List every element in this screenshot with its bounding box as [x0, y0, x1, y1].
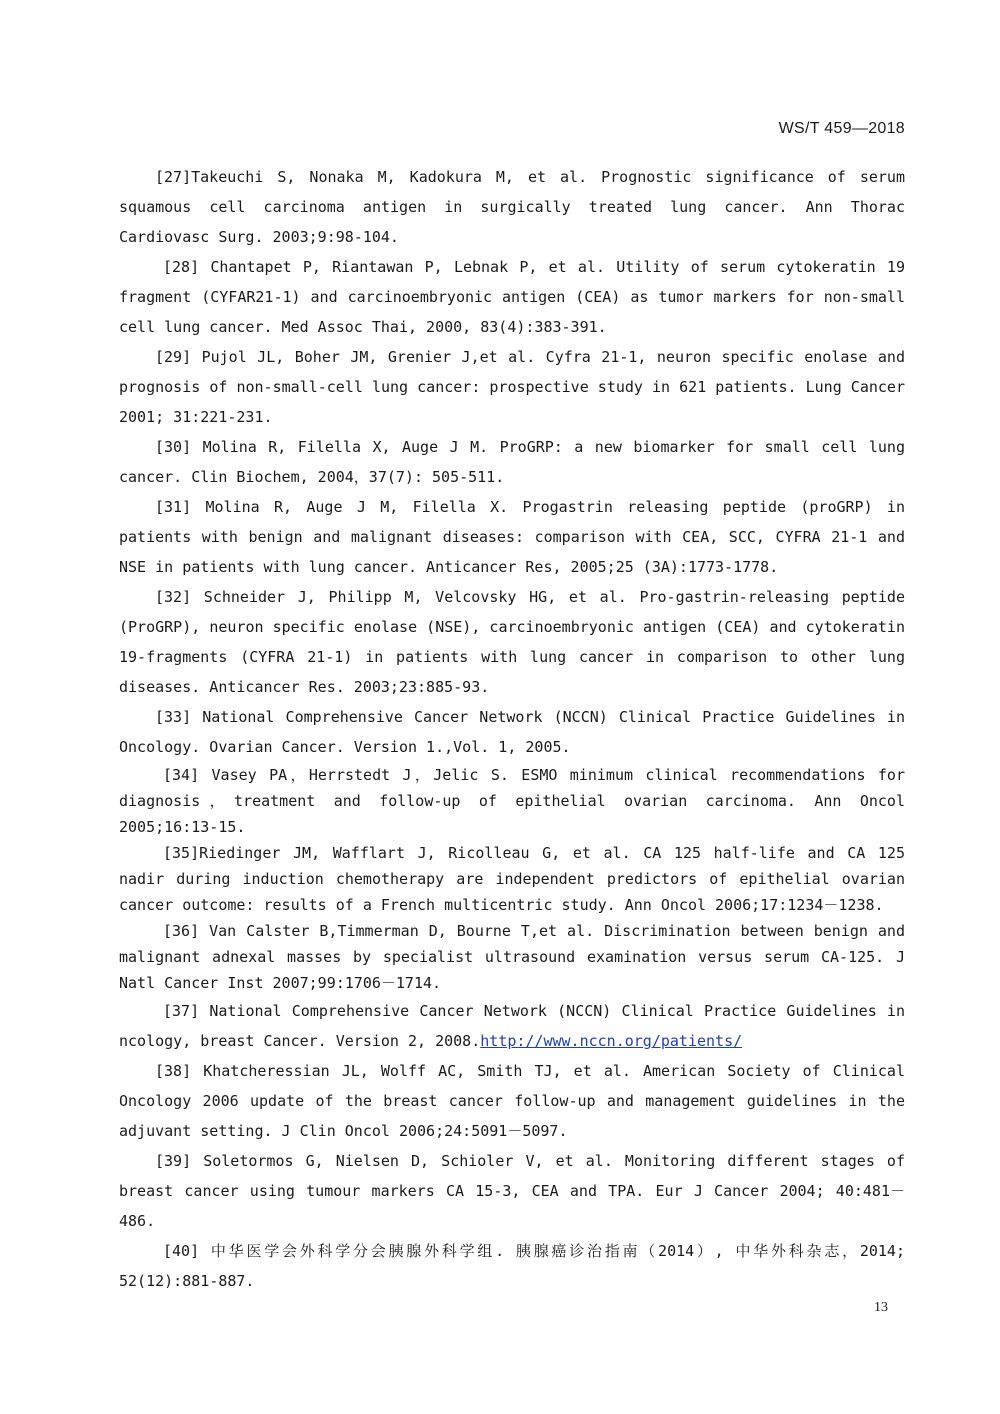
reference-37-text: [37] National Comprehensive Cancer Network (NCCN) Clinical Practice Guidelines in ncology, breast Cancer. Version 2, 2008.	[119, 1002, 905, 1050]
standard-code-header: WS/T 459—2018	[778, 120, 905, 137]
reference-38: [38] Khatcheressian JL, Wolff AC, Smith TJ, et al. American Society of Clinical Oncology 2006 update of the breast cancer follow-up and management guidelines in the adjuvant setting. J Clin Oncol 2006;24:5091－5097.	[119, 1062, 905, 1140]
reference-29: [29] Pujol JL, Boher JM, Grenier J,et al. Cyfra 21-1, neuron specific enolase and prognosis of non-small-cell lung cancer: prospective study in 621 patients. Lung Cancer 2001; 31:221-231.	[119, 348, 905, 426]
reference-30: [30] Molina R, Filella X, Auge J M. ProGRP: a new biomarker for small cell lung cancer. Clin Biochem, 2004，37(7): 505-511.	[119, 438, 905, 486]
reference-40: [40] 中华医学会外科学分会胰腺外科学组. 胰腺癌诊治指南（2014）, 中华外科杂志，2014; 52(12):881-887.	[119, 1242, 905, 1290]
reference-31: [31] Molina R, Auge J M, Filella X. Progastrin releasing peptide (proGRP) in patients with benign and malignant diseases: comparison with CEA, SCC, CYFRA 21-1 and NSE in patients with lung cancer. Anticancer Res, 2005;25 (3A):1773-1778.	[119, 498, 905, 576]
reference-27: [27]Takeuchi S, Nonaka M, Kadokura M, et al. Prognostic significance of serum squamous cell carcinoma antigen in surgically treated lung cancer. Ann Thorac Cardiovasc Surg. 2003;9:98-104.	[119, 168, 905, 246]
reference-32: [32] Schneider J, Philipp M, Velcovsky HG, et al. Pro-gastrin-releasing peptide (ProGRP), neuron specific enolase (NSE), carcinoembryonic antigen (CEA) and cytokeratin 19-fragments (CYFRA 21-1) in patients with lung cancer in comparison to other lung diseases. Anticancer Res. 2003;23:885-93.	[119, 588, 905, 696]
nccn-patients-link[interactable]: http://www.nccn.org/patients/	[480, 1032, 743, 1050]
reference-35: [35]Riedinger JM, Wafflart J, Ricolleau G, et al. CA 125 half-life and CA 125 nadir during induction chemotherapy are independent predictors of epithelial ovarian cancer outcome: results of a French multicentric study. Ann Oncol 2006;17:1234－1238.	[119, 844, 905, 914]
reference-37	[119, 996, 905, 1056]
reference-28: [28] Chantapet P, Riantawan P, Lebnak P, et al. Utility of serum cytokeratin 19 fragment (CYFAR21-1) and carcinoembryonic antigen (CEA) as tumor markers for non-small cell lung cancer. Med Assoc Thai, 2000, 83(4):383-391.	[119, 258, 905, 336]
reference-39: [39] Soletormos G, Nielsen D, Schioler V, et al. Monitoring different stages of breast cancer using tumour markers CA 15-3, CEA and TPA. Eur J Cancer 2004; 40:481－486.	[119, 1152, 905, 1230]
reference-36: [36] Van Calster B,Timmerman D, Bourne T,et al. Discrimination between benign and malignant adnexal masses by specialist ultrasound examination versus serum CA-125. J Natl Cancer Inst 2007;99:1706－1714.	[119, 922, 905, 992]
page-number: 13	[874, 1300, 888, 1315]
reference-34: [34] Vasey PA，Herrstedt J，Jelic S. ESMO minimum clinical recommendations for diagnosis，treatment and follow-up of epithelial ovarian carcinoma. Ann Oncol 2005;16:13-15.	[119, 766, 905, 836]
reference-33: [33] National Comprehensive Cancer Network (NCCN) Clinical Practice Guidelines in Oncology. Ovarian Cancer. Version 1.,Vol. 1, 2005.	[119, 708, 905, 756]
reference-list	[119, 162, 905, 1296]
